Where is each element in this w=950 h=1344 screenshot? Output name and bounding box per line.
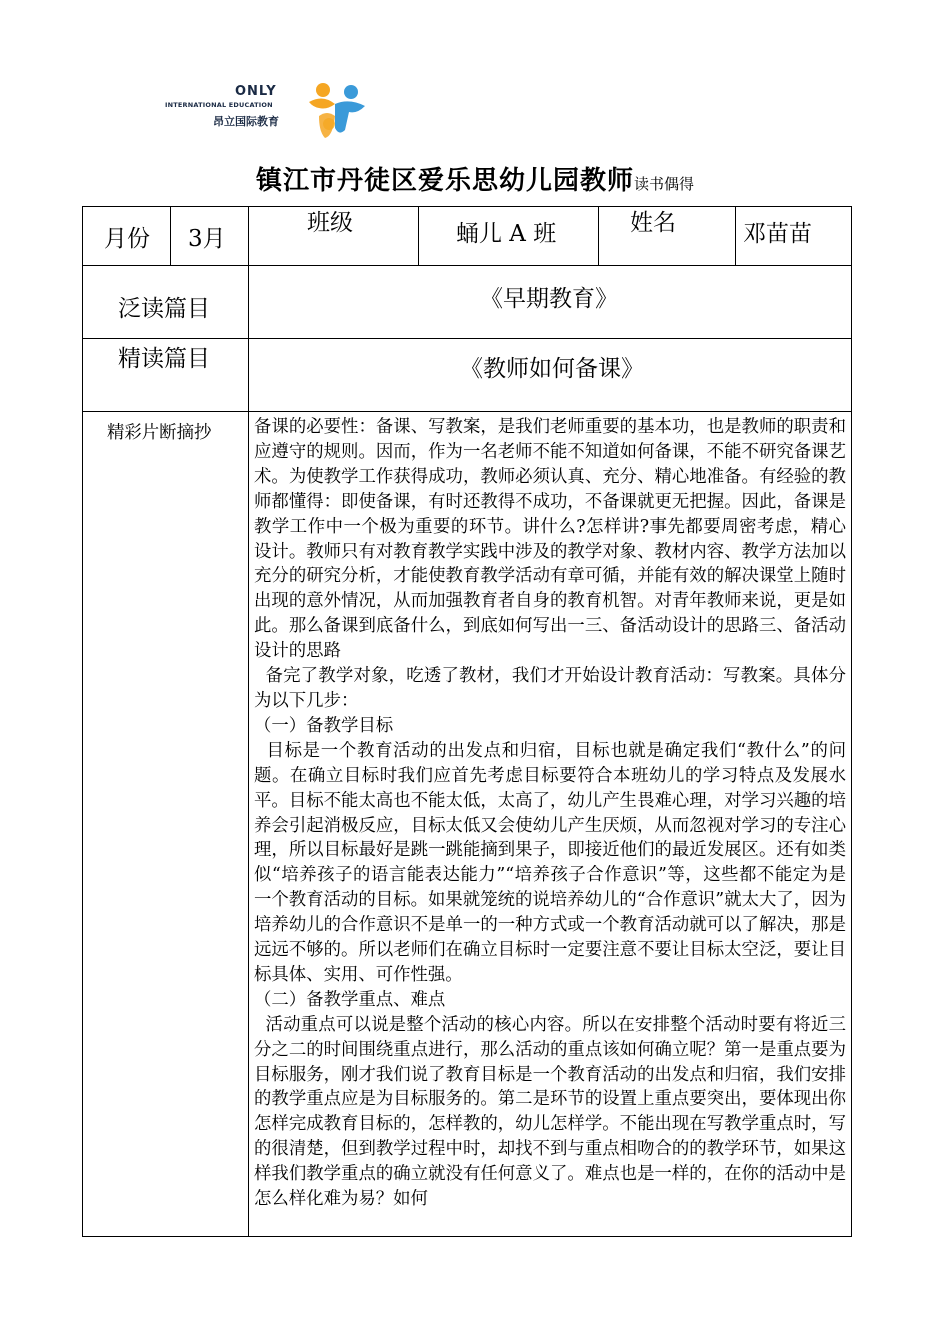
logo-figures-icon bbox=[305, 80, 371, 140]
row-divider bbox=[82, 411, 852, 412]
class-label: 班级 bbox=[307, 210, 353, 236]
excerpt-paragraph: 备课的必要性：备课、写教案，是我们老师重要的基本功，也是教师的职责和应遵守的规则。因而，作为一名老师不能不知道如何备课，不能不研究备课艺术。为使教学工作获得成功，教师必须认真、充分、精心地准备。有经验的教师都懂得：即使备课，有时还教得不成功，不备课就更无把握。因此，备课是教学工作中一个极为重要的环节。讲什么?怎样讲?事先都要周密考虑，精心设计。教师只有对教育教学实践中涉及的教学对象、教材内容、教学方法加以充分的研究分析，才能使教育教学活动有章可循，并能有效的解决课堂上随时出现的意外情况，从而加强教育者自身的教育机智。对青年教师来说，更是如此。那么备课到底备什么，到底如何写出一三、备活动设计的思路三、备活动设计的思路 bbox=[254, 417, 846, 662]
excerpt-paragraph: 活动重点可以说是整个活动的核心内容。所以在安排整个活动时要有将近三分之二的时间围绕重点进行，那么活动的重点该如何确立呢？第一是重点要为目标服务，刚才我们说了教育目标是一个教育活动的出发点和归宿，我们安排的教学重点应是为目标服务的。第二是环节的设置上重点要突出，要体现出你怎样完成教育目标的，怎样教的，幼儿怎样学。不能出现在写教学重点时，写的很清楚，但到教学过程中时，却找不到与重点相吻合的的教学环节，如果这样我们教学重点的确立就没有任何意义了。难点也是一样的，在你的活动中是怎么样化难为易？如何 bbox=[254, 1014, 846, 1210]
excerpt-section-heading: （一）备教学目标 bbox=[254, 715, 394, 736]
page-title bbox=[0, 160, 950, 197]
logo-name-cn: 昂立国际教育 bbox=[213, 115, 279, 128]
extensive-label: 泛读篇目 bbox=[118, 296, 210, 322]
logo-tagline: INTERNATIONAL EDUCATION bbox=[165, 101, 273, 109]
logo-brand: ONLY bbox=[235, 84, 277, 99]
col-divider bbox=[248, 206, 249, 1237]
col-divider bbox=[418, 206, 419, 266]
name-label: 姓名 bbox=[630, 210, 676, 236]
excerpt-paragraph: 目标是一个教育活动的出发点和归宿，目标也就是确定我们“教什么”的问题。在确立目标时我们应首先考虑目标要符合本班幼儿的学习特点及发展水平。目标不能太高也不能太低，太高了，幼儿产生畏难心理，对学习兴趣的培养会引起消极反应，目标太低又会使幼儿产生厌烦，从而忽视对学习的专注心理，所以目标最好是跳一跳能摘到果子，即接近他们的最近发展区。还有如类似“培养孩子的语言能表达能力”“培养孩子合作意识”等，这些都不能定为是一个教育活动的目标。如果就笼统的说培养幼儿的“合作意识”就太大了，因为培养幼儿的合作意识不是单一的一种方式或一个教育活动就可以了解决，那是远远不够的。所以老师们在确立目标时一定要注意不要让目标太空泛，要让目标具体、实用、可作性强。 bbox=[254, 740, 846, 985]
excerpt-paragraph: 备完了教学对象，吃透了教材，我们才开始设计教育活动：写教案。具体分为以下几步： bbox=[254, 666, 846, 711]
month-value: 3月 bbox=[188, 226, 226, 252]
col-divider bbox=[170, 206, 171, 266]
title-tail: 读书偶得 bbox=[634, 175, 695, 193]
col-divider bbox=[735, 206, 736, 266]
col-divider bbox=[598, 206, 599, 266]
name-value: 邓苗苗 bbox=[743, 221, 812, 247]
class-value: 蛹儿 A 班 bbox=[456, 221, 557, 247]
row-divider bbox=[82, 265, 852, 266]
row-divider bbox=[82, 338, 852, 339]
title-main: 镇江市丹徒区爱乐思幼儿园教师 bbox=[255, 166, 634, 196]
month-label: 月份 bbox=[104, 226, 150, 252]
intensive-value: 《教师如何备课》 bbox=[460, 356, 644, 382]
intensive-label: 精读篇目 bbox=[118, 346, 210, 372]
excerpt-section-heading: （二）备教学重点、难点 bbox=[254, 989, 446, 1010]
excerpt-body bbox=[254, 415, 846, 1212]
excerpt-label: 精彩片断摘抄 bbox=[107, 423, 212, 443]
logo bbox=[165, 80, 375, 140]
extensive-value: 《早期教育》 bbox=[480, 286, 618, 312]
